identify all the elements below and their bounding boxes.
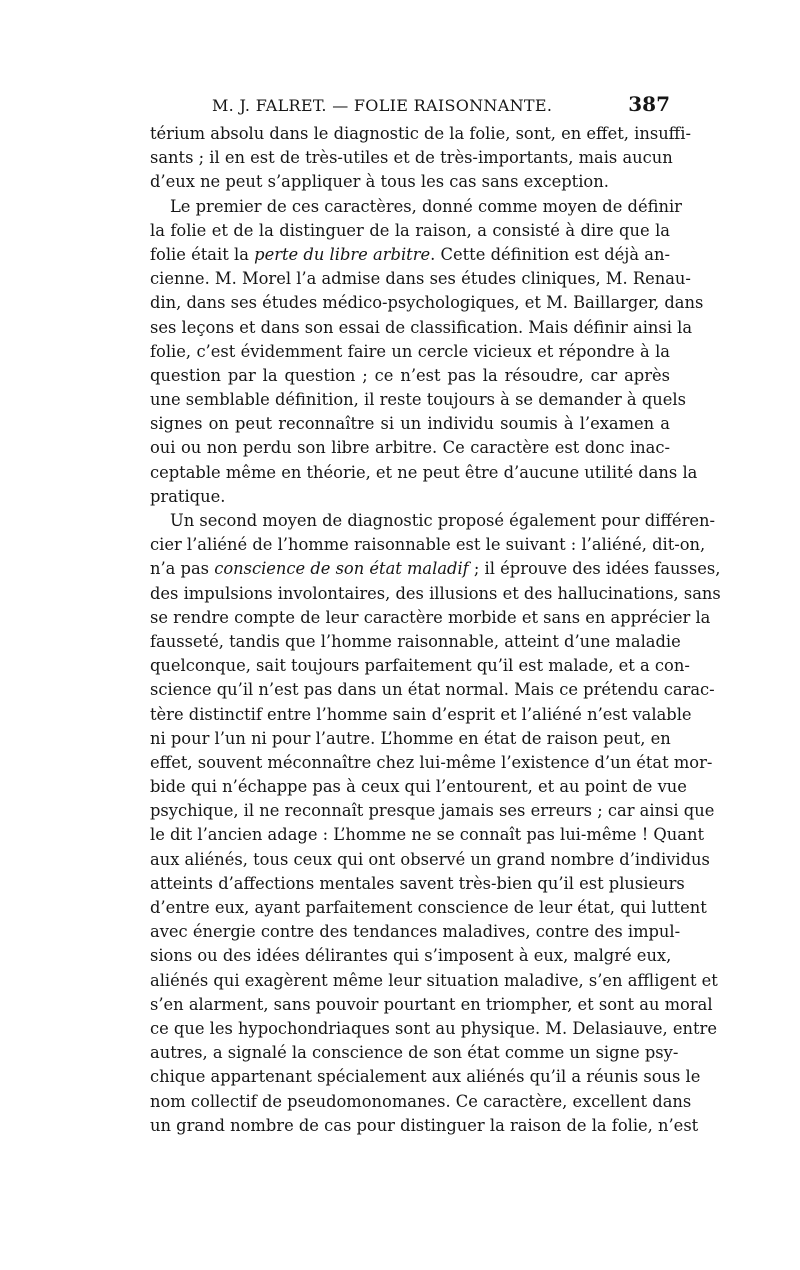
text-segment: n’a pas [150, 559, 215, 579]
text-line [150, 557, 721, 581]
text-line: signes on peut reconnaître si un individu soumis à l’examen a [150, 414, 670, 434]
text-line: ce que les hypochondriaques sont au physique. M. Delasiauve, entre [150, 1018, 717, 1038]
text-line: cienne. M. Morel l’a admise dans ses études cliniques, M. Renau- [150, 269, 691, 289]
text-line: un grand nombre de cas pour distinguer la raison de la folie, n’est [150, 1115, 699, 1135]
text-line: atteints d’affections mentales savent très-bien qu’il est plusieurs [150, 873, 685, 893]
text-line: térium absolu dans le diagnostic de la folie, sont, en effet, insuffi- [150, 124, 691, 143]
page-header [150, 92, 670, 120]
body-text [150, 122, 721, 1138]
text-line: aliénés qui exagèrent même leur situation maladive, s’en affligent et [150, 970, 718, 990]
text-line: science qu’il n’est pas dans un état normal. Mais ce prétendu carac- [150, 680, 715, 700]
text-line: quelconque, sait toujours parfaitement qu’il est malade, et a con- [150, 656, 690, 676]
text-line: s’en alarment, sans pouvoir pourtant en triompher, et sont au moral [150, 994, 713, 1014]
italic-phrase: conscience de son état maladif [214, 559, 469, 579]
text-line: cier l’aliéné de l’homme raisonnable est le suivant : l’aliéné, dit-on, [150, 535, 706, 555]
text-line: d’eux ne peut s’appliquer à tous les cas sans exception. [150, 172, 609, 192]
text-line: din, dans ses études médico-psychologiques, et M. Baillarger, dans [150, 293, 704, 313]
text-line: pratique. [150, 486, 226, 506]
text-line: folie, c’est évidemment faire un cercle vicieux et répondre à la [150, 341, 670, 361]
text-line: une semblable définition, il reste toujours à se demander à quels [150, 390, 686, 410]
text-line: tère distinctif entre l’homme sain d’esprit et l’aliéné n’est valable [150, 704, 692, 724]
text-line: ceptable même en théorie, et ne peut être d’aucune utilité dans la [150, 462, 698, 482]
text-line: sants ; il en est de très-utiles et de très-importants, mais aucun [150, 148, 673, 168]
running-head: M. J. FALRET. — FOLIE RAISONNANTE. [212, 96, 553, 115]
text-line: chique appartenant spécialement aux aliénés qu’il a réunis sous le [150, 1067, 701, 1087]
text-segment: folie était la [150, 244, 255, 264]
text-line: Un second moyen de diagnostic proposé également pour différen- [170, 511, 715, 530]
text-line: se rendre compte de leur caractère morbide et sans en apprécier la [150, 607, 711, 627]
text-line: des impulsions involontaires, des illusions et des hallucinations, sans [150, 583, 721, 603]
text-line: autres, a signalé la conscience de son état comme un signe psy- [150, 1043, 679, 1063]
text-line: fausseté, tandis que l’homme raisonnable, atteint d’une maladie [150, 631, 681, 651]
text-line: Le premier de ces caractères, donné comme moyen de définir [170, 196, 682, 216]
text-line: bide qui n’échappe pas à ceux qui l’entourent, et au point de vue [150, 777, 687, 797]
text-line: ni pour l’un ni pour l’autre. L’homme en état de raison peut, en [150, 728, 671, 748]
text-line: oui ou non perdu son libre arbitre. Ce caractère est donc inac- [150, 438, 670, 458]
italic-phrase: perte du libre arbitre [254, 244, 431, 264]
text-segment: ; il éprouve des idées fausses, [468, 559, 721, 579]
text-line: sions ou des idées délirantes qui s’imposent à eux, malgré eux, [150, 946, 672, 966]
text-line: ses leçons et dans son essai de classification. Mais définir ainsi la [150, 317, 693, 337]
text-line: avec énergie contre des tendances maladives, contre des impul- [150, 922, 681, 942]
page-number: 387 [628, 92, 670, 116]
text-segment: . Cette définition est déjà an- [430, 244, 670, 264]
text-line: effet, souvent méconnaître chez lui-même l’existence d’un état mor- [150, 752, 713, 772]
text-line: la folie et de la distinguer de la raison, a consisté à dire que la [150, 220, 670, 240]
text-line: question par la question ; ce n’est pas la résoudre, car après [150, 365, 670, 385]
text-line: le dit l’ancien adage : L’homme ne se connaît pas lui-même ! Quant [150, 825, 705, 845]
text-line [150, 243, 670, 267]
text-line: aux aliénés, tous ceux qui ont observé un grand nombre d’individus [150, 849, 710, 869]
text-line: nom collectif de pseudomonomanes. Ce caractère, excellent dans [150, 1091, 692, 1111]
text-line: d’entre eux, ayant parfaitement conscience de leur état, qui luttent [150, 898, 707, 917]
text-line: psychique, il ne reconnaît presque jamais ses erreurs ; car ainsi que [150, 801, 715, 821]
